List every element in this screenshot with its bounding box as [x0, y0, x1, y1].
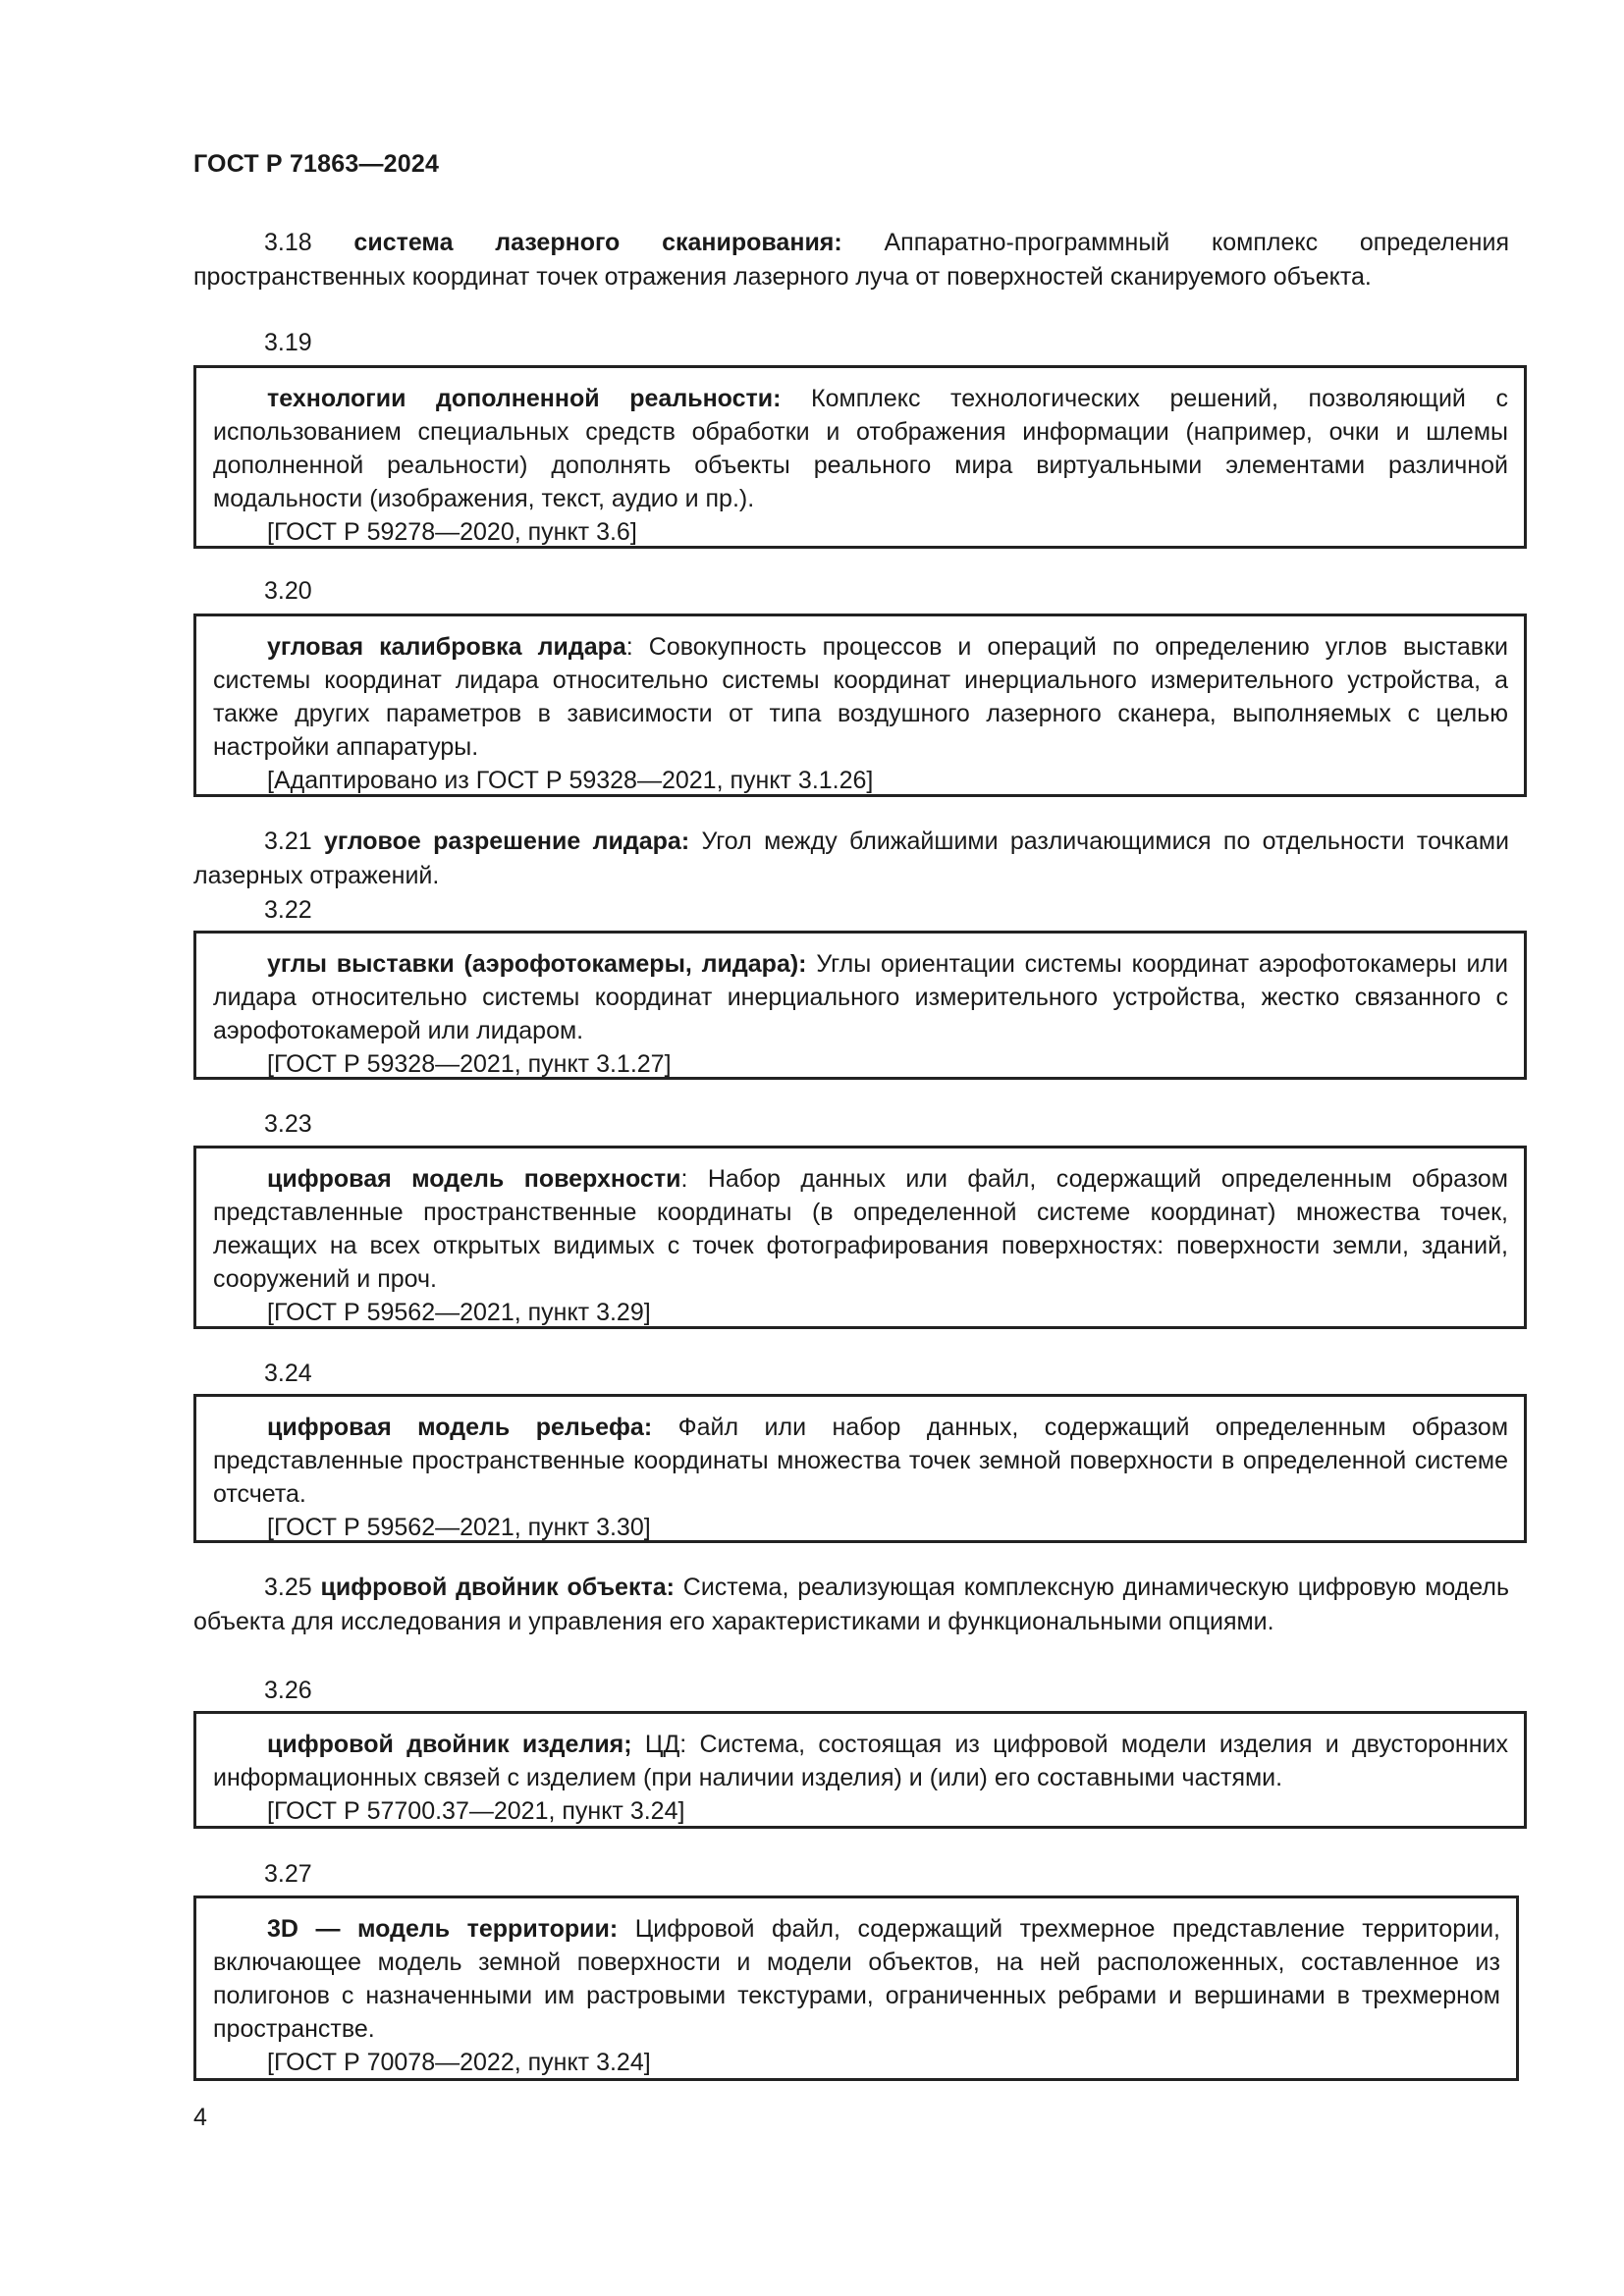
entry-number-3-26: 3.26: [264, 1677, 312, 1704]
entry-3-22: [213, 947, 1508, 1047]
entry-3-25: [193, 1571, 1509, 1639]
definition: Аппаратно-программный комплекс определения пространственных координат точек отражения лазерного луча от поверхностей сканируемого объекта.: [193, 229, 1509, 291]
term: цифровой двойник объекта:: [320, 1574, 675, 1601]
source-citation: [ГОСТ Р 59562—2021, пункт 3.30]: [267, 1514, 651, 1541]
definition: Цифровой файл, содержащий трехмерное представление территории, включающее модель земной поверхности и модели объектов, на ней расположенных, составленное из полигонов с назначенными им растровыми текстурами, ограниченных ребрами и вершинами в трехмерном пространстве.: [213, 1915, 1500, 2043]
entry-box-3-19: [193, 365, 1527, 549]
entry-box-3-22: [193, 931, 1527, 1080]
definition: : Набор данных или файл, содержащий определенным образом представленные пространственные координаты (в определенной системе координат) множества точек, лежащих на всех открытых видимых с точек фотографирования поверхностях: поверхности земли, зданий, сооружений и проч.: [213, 1165, 1508, 1293]
definition: Углы ориентации системы координат аэрофотокамеры или лидара относительно системы координат инерциального измерительного устройства, жестко связанного с аэрофотокамерой или лидаром.: [213, 950, 1509, 1044]
page-number: 4: [193, 2104, 207, 2131]
entry-box-3-27: [193, 1896, 1519, 2081]
standard-header: ГОСТ Р 71863—2024: [193, 150, 440, 178]
term: углы выставки (аэрофотокамеры, лидара):: [267, 950, 807, 978]
definition: Комплекс технологических решений, позволяющий с использованием специальных средств обработки и отображения информации (например, очки и шлемы дополненной реальности) дополнять объекты реального мира виртуальными элементами различной модальности (изображения, текст, аудио и пр.).: [213, 385, 1508, 512]
entry-3-18: [193, 226, 1509, 294]
source-citation: [ГОСТ Р 59278—2020, пункт 3.6]: [267, 518, 637, 546]
entry-box-3-26: [193, 1711, 1527, 1829]
definition: Система, реализующая комплексную динамическую цифровую модель объекта для исследования и управления его характеристиками и функциональными опциями.: [193, 1574, 1509, 1635]
entry-number: 3.25: [264, 1574, 312, 1601]
entry-number-3-23: 3.23: [264, 1110, 312, 1138]
entry-number-3-20: 3.20: [264, 577, 312, 605]
term: угловая калибровка лидара: [267, 633, 626, 661]
term: цифровой двойник изделия;: [267, 1731, 632, 1758]
entry-number-3-22: 3.22: [264, 896, 312, 924]
definition: Файл или набор данных, содержащий определенным образом представленные пространственные координаты множества точек земной поверхности в определенной системе отсчета.: [213, 1414, 1509, 1508]
entry-3-23: [213, 1162, 1508, 1296]
entry-number-3-27: 3.27: [264, 1860, 312, 1888]
term: угловое разрешение лидара:: [324, 828, 690, 855]
entry-3-26: [213, 1728, 1508, 1794]
entry-number: 3.18: [264, 229, 312, 256]
entry-box-3-23: [193, 1146, 1527, 1329]
entry-box-3-24: [193, 1394, 1527, 1543]
entry-number-3-19: 3.19: [264, 329, 312, 356]
definition: ЦД: Система, состоящая из цифровой модели изделия и двусторонних информационных связей с изделием (при наличии изделия) и (или) его составными частями.: [213, 1731, 1509, 1791]
entry-3-27: [213, 1912, 1500, 2046]
source-citation: [Адаптировано из ГОСТ Р 59328—2021, пункт 3.1.26]: [267, 767, 874, 794]
source-citation: [ГОСТ Р 70078—2022, пункт 3.24]: [267, 2049, 651, 2076]
term: технологии дополненной реальности:: [267, 385, 782, 412]
entry-number: 3.21: [264, 828, 312, 855]
term: система лазерного сканирования:: [353, 229, 842, 256]
definition: : Совокупность процессов и операций по определению углов выставки системы координат лидара относительно системы координат инерциального измерительного устройства, а также других параметров в зависимости от типа воздушного лазерного сканера, выполняемых с целью настройки аппаратуры.: [213, 633, 1508, 761]
entry-number-3-24: 3.24: [264, 1360, 312, 1387]
entry-3-19: [213, 382, 1508, 515]
source-citation: [ГОСТ Р 59562—2021, пункт 3.29]: [267, 1299, 651, 1326]
term: цифровая модель поверхности: [267, 1165, 681, 1193]
source-citation: [ГОСТ Р 57700.37—2021, пункт 3.24]: [267, 1797, 685, 1825]
term: 3D — модель территории:: [267, 1915, 619, 1943]
entry-box-3-20: [193, 614, 1527, 797]
source-citation: [ГОСТ Р 59328—2021, пункт 3.1.27]: [267, 1050, 672, 1078]
entry-3-21: [193, 825, 1509, 893]
entry-3-24: [213, 1411, 1508, 1511]
entry-3-20: [213, 630, 1508, 764]
term: цифровая модель рельефа:: [267, 1414, 653, 1441]
definition: Угол между ближайшими различающимися по отдельности точками лазерных отражений.: [193, 828, 1509, 889]
